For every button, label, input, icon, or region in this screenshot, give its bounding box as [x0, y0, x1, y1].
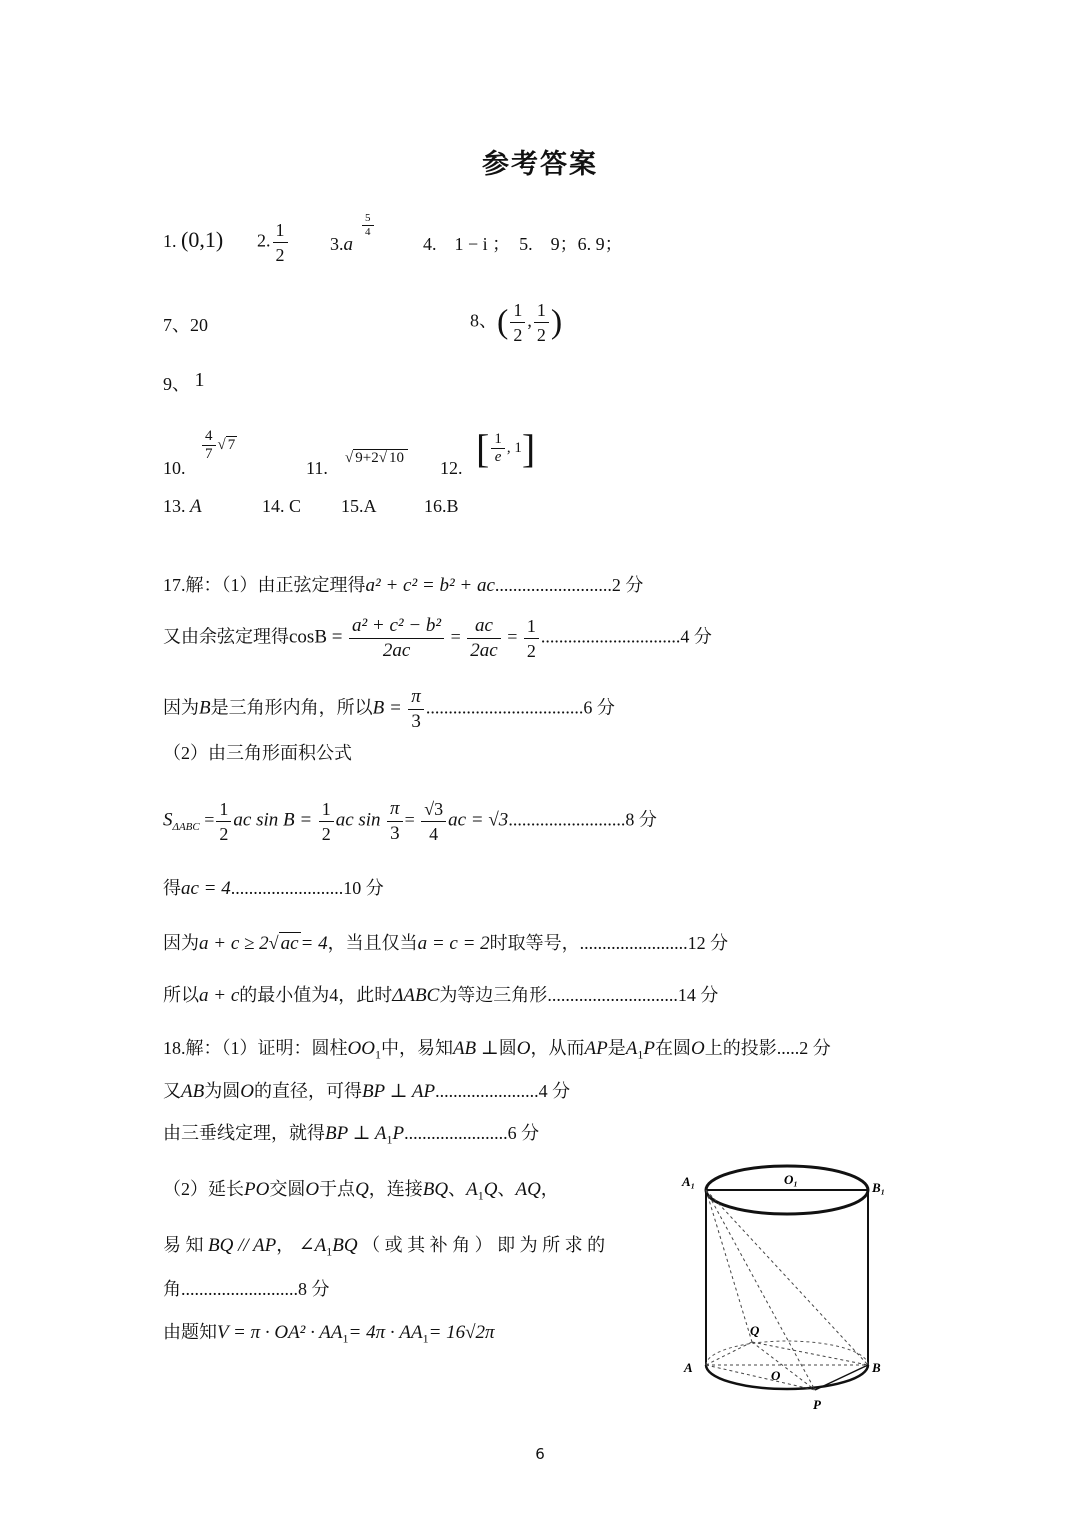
exponent-fraction: $\frac{5}{4}$	[362, 212, 374, 239]
q17-line-3: 因为B是三角形内角，所以B = $\frac{\pi}{3}$ ...................................6 分	[163, 686, 615, 732]
label-a1: A₁	[682, 1174, 696, 1189]
answer-15: 15.A	[341, 496, 377, 516]
q18-line-1: 18.解：（1）证明：圆柱$OO_1$中，易知AB ⊥圆O，从而AP是$A_1P$在圆O上的投影.....2 分	[163, 1038, 831, 1062]
label-o: O	[771, 1368, 781, 1383]
q17-line-7: 因为a + c ≥ 2√ ac = 4，当且仅当a = c = 2时取等号，........................12 分	[163, 933, 729, 954]
cylinder-figure	[680, 1160, 900, 1420]
answer-14: 14. C	[262, 496, 302, 516]
label-q: Q	[750, 1323, 760, 1338]
answer-2: 2. $\frac{1}{2}$	[257, 218, 290, 267]
answer-9: 9、 1	[163, 369, 205, 394]
q17-line-4: （2）由三角形面积公式	[163, 743, 352, 763]
label-p: P	[813, 1397, 821, 1412]
answer-12: [ $\frac{1}{e}$ , 1]	[476, 426, 536, 471]
label-b: B	[872, 1360, 881, 1375]
q18-line-2: 又AB为圆O的直径，可得BP ⊥ AP.......................4 分	[163, 1081, 571, 1102]
answer-16: 16.B	[424, 496, 459, 516]
answer-8: 8、( $\frac{1}{2}$ , $\frac{1}{2}$ )	[470, 300, 563, 345]
q18-line-5: 易 知 BQ // AP， $\angle A_1BQ$ （ 或 其 补 角 ） 即 为 所 求 的	[163, 1235, 606, 1259]
answer-11-label: 11.	[306, 458, 328, 478]
answer-10: $\frac{4}{7}$ √ 7	[200, 428, 237, 463]
label-a: A	[684, 1360, 693, 1375]
page-number: 6	[535, 1445, 545, 1463]
q17-line-8: 所以a + c的最小值为4，此时ΔABC为等边三角形.............................14 分	[163, 985, 719, 1006]
answer-13: 13. A	[163, 496, 202, 517]
label-b1: B₁	[872, 1180, 886, 1195]
bottom-circle-back	[706, 1341, 868, 1365]
answer-12-label: 12.	[440, 458, 463, 478]
q17-line-5: $S_{\Delta ABC}$ = $\frac{1}{2}$ ac sin B = $\frac{1}{2}$ ac sin $\frac{\pi}{3}$ = $\frac{√3}{4}$ ac = √3..........................8 分	[163, 798, 657, 844]
answer-10-label: 10.	[163, 458, 186, 478]
answer-7: 7、20	[163, 315, 208, 335]
q18-line-4: （2）延长PO交圆O于点Q，连接BQ、$A_1Q$、AQ，	[163, 1179, 559, 1203]
q18-line-3: 由三垂线定理，就得BP ⊥ $A_1P.......................6$ 分	[163, 1123, 540, 1147]
label-o1: O₁	[784, 1172, 798, 1187]
q17-line-1: 17.解：（1）由正弦定理得a² + c² = b² + ac..........................2 分	[163, 575, 644, 596]
fraction: $\frac{1}{2}$	[273, 218, 288, 267]
answer-1: 1. (0,1)	[163, 227, 224, 252]
q17-line-6: 得ac = 4.........................10 分	[163, 878, 384, 899]
answer-3: 3.a $\frac{5}{4}$	[330, 232, 353, 257]
dashed-lines	[706, 1190, 868, 1390]
page-title: 参考答案	[482, 149, 598, 180]
q18-line-6: 角..........................8 分	[163, 1279, 330, 1299]
line-pb	[815, 1365, 868, 1390]
q17-line-2: 又由余弦定理得cosB = $\frac{\text{a² + c² − b²}}{2ac}$ = $\frac{ac}{2ac}$ = $\frac{1}{2}$ ...............................4 分	[163, 615, 712, 661]
answer-11: √ 9+2√ 10	[345, 450, 408, 467]
answers-4-6: 4. 1 − i ； 5. 9；6. 9；	[423, 234, 623, 254]
q18-line-7: 由题知$V = \pi \cdot OA^2 \cdot AA_1= 4\pi \cdot AA_1= 16√2\pi$	[163, 1322, 495, 1346]
